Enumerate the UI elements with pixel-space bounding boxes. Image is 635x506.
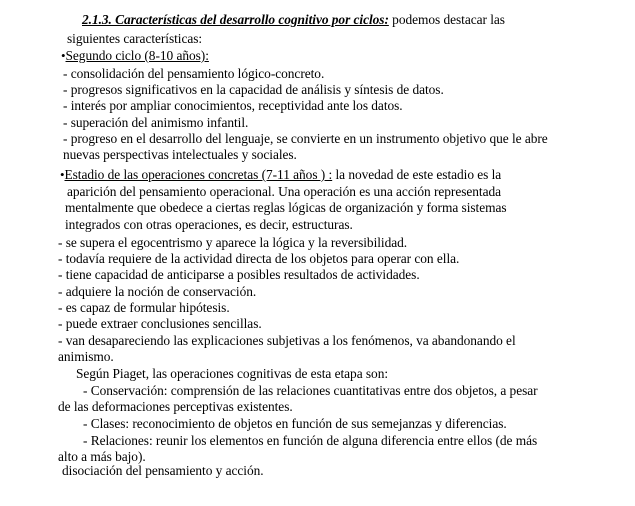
piaget-relations-cont: alto a más bajo). (58, 449, 146, 464)
list-item: - se supera el egocentrismo y aparece la lógica y la reversibilidad. (58, 235, 408, 250)
piaget-classes: - Clases: reconocimiento de objetos en función de sus semejanzas y diferencias. (83, 416, 507, 431)
concrete-desc-line: aparición del pensamiento operacional. Una operación es una acción representada (67, 184, 502, 199)
piaget-intro: Según Piaget, las operaciones cognitivas de esta etapa son: (76, 366, 389, 381)
concrete-desc-line: integrados con otras operaciones, es decir, estructuras. (65, 217, 353, 232)
list-item: - todavía requiere de la actividad directa de los objetos para operar con ella. (58, 251, 460, 266)
section-intro-cont: siguientes características: (67, 31, 203, 46)
section-intro: podemos destacar las (388, 12, 505, 27)
cycle2-title: Segundo ciclo (8-10 años): (65, 48, 209, 63)
list-item: - van desapareciendo las explicaciones subjetivas a los fenómenos, va abandonando el (58, 333, 516, 348)
list-item: - progreso en el desarrollo del lenguaje, se convierte en un instrumento objetivo que le abre (63, 131, 548, 146)
list-item: - superación del animismo infantil. (63, 115, 249, 130)
piaget-conservation: - Conservación: comprensión de las relaciones cuantitativas entre dos objetos, a pesar (83, 383, 538, 398)
bullet-icon: • (60, 167, 65, 182)
list-item: - interés por ampliar conocimientos, receptividad ante los datos. (63, 98, 403, 113)
list-item-cont: animismo. (58, 349, 114, 364)
concrete-desc-line: mentalmente que obedece a ciertas reglas lógicas de organización y forma sistemas (65, 200, 507, 215)
piaget-relations: - Relaciones: reunir los elementos en función de alguna diferencia entre ellos (de más (83, 433, 538, 448)
list-item: - adquiere la noción de conservación. (58, 284, 257, 299)
list-item: - consolidación del pensamiento lógico-concreto. (63, 66, 325, 81)
piaget-conservation-cont: de las deformaciones perceptivas existentes. (58, 399, 293, 414)
list-item-cont: nuevas perspectivas intelectuales y sociales. (63, 147, 297, 162)
list-item: - progresos significativos en la capacidad de análisis y síntesis de datos. (63, 82, 444, 97)
section-heading-line (82, 12, 505, 28)
list-item: - es capaz de formular hipótesis. (58, 300, 230, 315)
list-item: - puede extraer conclusiones sencillas. (58, 316, 262, 331)
piaget-dissociation: disociación del pensamiento y acción. (62, 463, 264, 478)
concrete-desc: la novedad de este estadio es la (332, 167, 502, 182)
list-item: - tiene capacidad de anticiparse a posibles resultados de actividades. (58, 267, 420, 282)
concrete-title: Estadio de las operaciones concretas (7-11 años ) : (64, 167, 333, 182)
cycle2-heading (61, 48, 209, 64)
concrete-heading (60, 167, 501, 183)
section-heading: 2.1.3. Características del desarrollo cognitivo por ciclos: (82, 12, 389, 27)
bullet-icon: • (61, 48, 66, 63)
